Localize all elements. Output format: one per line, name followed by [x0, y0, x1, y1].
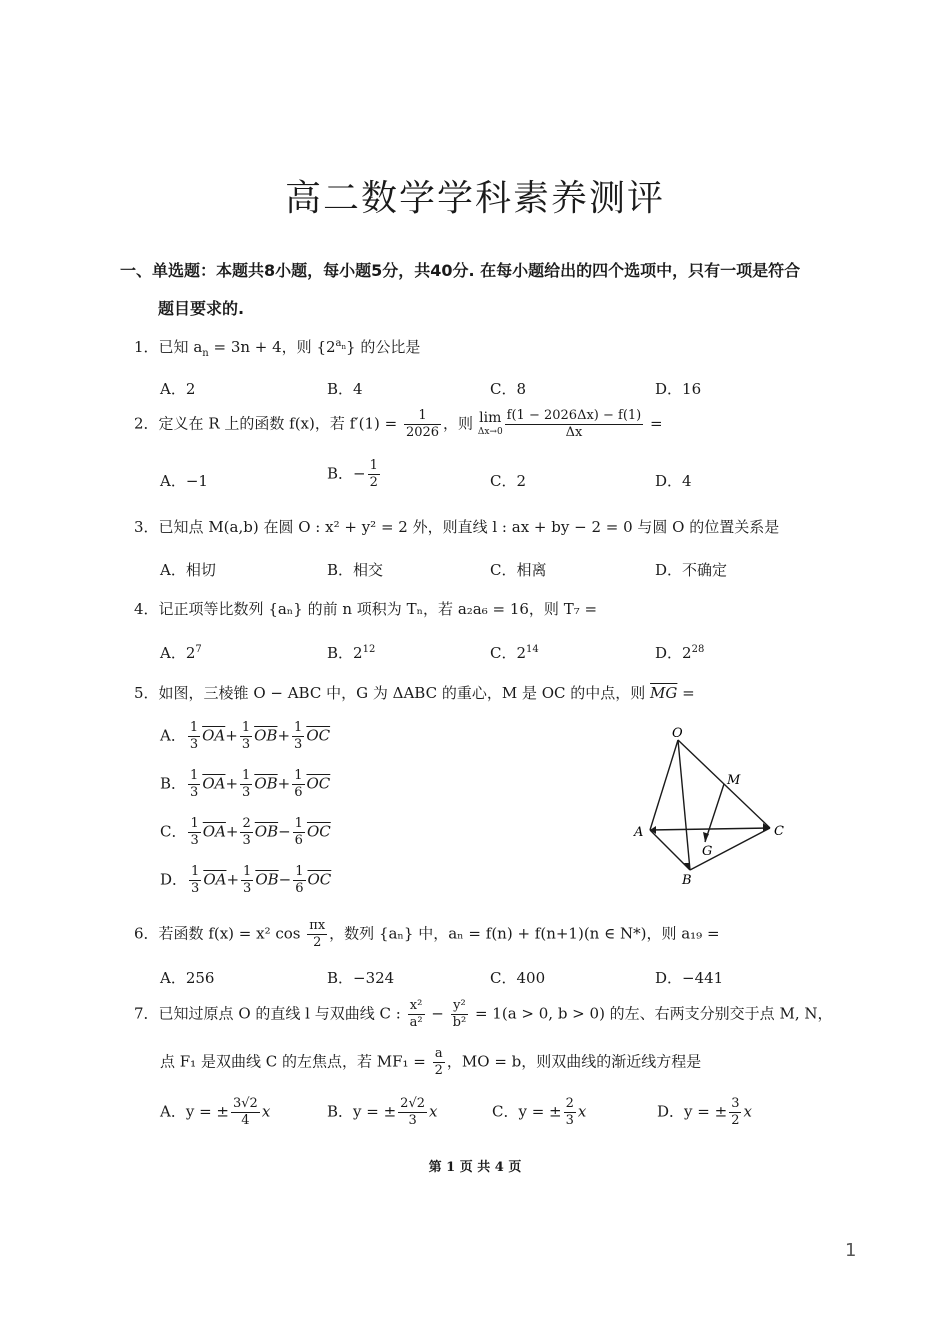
- q7-opt-num: 3: [731, 1096, 740, 1111]
- vector-mg: [705, 784, 724, 842]
- q4-option-b: [327, 642, 375, 663]
- coef-den: 3: [294, 737, 303, 752]
- coef-den: 6: [294, 833, 303, 848]
- q2-lim-den: Δx: [565, 425, 583, 440]
- q7-option-c: [492, 1096, 586, 1129]
- vector: $\overline{OC}$: [306, 774, 331, 793]
- q3-option-d: D．不确定: [655, 561, 728, 579]
- question-number: 2．: [134, 414, 159, 433]
- q7-opt-den: 3: [408, 1113, 417, 1128]
- label-b: B: [682, 873, 692, 888]
- q6-text: 若函数 f(x) = x² cos: [158, 924, 306, 943]
- coef-den: 6: [295, 881, 304, 896]
- q7-line2-post: ，MO = b，则双曲线的渐近线方程是: [446, 1052, 702, 1071]
- q5-option-d: [160, 864, 331, 897]
- q2-frac-den: 2026: [405, 425, 440, 440]
- vector: $\overline{OC}$: [306, 726, 331, 745]
- label-c: C: [774, 824, 784, 839]
- q4-opt-label: C．2: [490, 644, 527, 662]
- coef-den: 3: [189, 737, 199, 752]
- section-heading-cont: 题目要求的.: [158, 299, 245, 318]
- coef-den: 3: [243, 881, 252, 896]
- q6-option-a: A．256: [160, 969, 215, 987]
- q7-opt-label: C．y = ±: [492, 1102, 562, 1121]
- vector: $\overline{OB}$: [254, 726, 278, 745]
- coef: 1: [294, 816, 303, 831]
- coef-den: 3: [242, 785, 251, 800]
- q2-opt-b-label: B．−: [327, 464, 366, 483]
- q2-opt-b-num: 1: [369, 458, 378, 473]
- sign: +: [225, 726, 238, 745]
- edge-ab: [650, 830, 690, 870]
- sign: +: [277, 774, 291, 793]
- vector: $\overline{OB}$: [254, 774, 278, 793]
- q7-opt-den: 4: [241, 1113, 250, 1128]
- q3-option-a: A．相切: [160, 561, 216, 579]
- q4-opt-label: B．2: [327, 644, 363, 662]
- coef-den: 3: [191, 881, 200, 896]
- vector: $\overline{OC}$: [306, 822, 331, 841]
- q7-f1-num: x²: [408, 998, 425, 1015]
- q7-line2-text: 点 F₁ 是双曲线 C 的左焦点，若 MF₁ =: [160, 1052, 431, 1071]
- coef: 1: [294, 720, 303, 735]
- question-number: 4．: [134, 600, 159, 618]
- lim-word: lim: [479, 409, 502, 426]
- q6-option-d: D．−441: [655, 969, 724, 987]
- q6-frac-den: 2: [313, 935, 322, 950]
- sign: −: [278, 870, 292, 889]
- sign: +: [226, 870, 240, 889]
- q7-opt-label: D．y = ±: [657, 1102, 728, 1121]
- q7-opt-x: x: [743, 1102, 752, 1121]
- coef: 1: [242, 768, 251, 783]
- q1-option-a: A．2: [160, 380, 196, 398]
- q7-opt-x: x: [429, 1102, 438, 1121]
- q7-option-d: [657, 1096, 752, 1129]
- coef: 1: [191, 864, 200, 879]
- coef-den: 3: [190, 833, 199, 848]
- sign: −: [278, 822, 291, 841]
- q3-text: 已知点 M(a,b) 在圆 O : x² + y² = 2 外，则直线 l : ax + by − 2 = 0 与圆 O 的位置关系是: [158, 518, 780, 536]
- q6-text-post: ，数列 {aₙ} 中，aₙ = f(n) + f(n+1)(n ∈ N*)，则 a₁₉ =: [329, 924, 720, 943]
- q1-sup-sub: n: [341, 343, 347, 351]
- vector: $\overline{OC}$: [307, 870, 332, 889]
- q7-line2-den: 2: [434, 1063, 443, 1078]
- q7-text: 已知过原点 O 的直线 l 与双曲线 C :: [158, 1004, 406, 1023]
- q2-post: =: [645, 414, 663, 433]
- q7-text-post: = 1(a > 0, b > 0) 的左、右两支分别交于点 M, N，: [470, 1004, 833, 1023]
- q5-text: 如图，三棱锥 O − ABC 中，G 为 ΔABC 的重心，M 是 OC 的中点，则: [158, 684, 651, 702]
- q3-option-c: C．相离: [490, 561, 547, 579]
- q5-option-b: [160, 768, 330, 801]
- question-number: 7．: [134, 1004, 159, 1023]
- label-a: A: [634, 825, 644, 840]
- q5-opt-label: A．: [160, 726, 186, 745]
- question-number: 5．: [134, 684, 159, 702]
- coef: 2: [242, 816, 251, 831]
- edge-ob: [678, 740, 690, 870]
- q2-limit: [478, 411, 503, 439]
- q7-f2-num: y²: [451, 998, 469, 1015]
- question-7: [134, 998, 832, 1031]
- question-6: [134, 918, 720, 951]
- q5-text-post: =: [677, 684, 695, 702]
- question-number: 6．: [134, 924, 159, 943]
- q2-mid: ，则: [443, 414, 478, 433]
- q4-opt-exp: 7: [195, 644, 202, 655]
- q5-opt-label: B．: [160, 774, 187, 793]
- q4-option-d: [655, 642, 704, 663]
- q2-option-c: C．2: [490, 472, 527, 490]
- coef-den: 3: [242, 833, 251, 848]
- q1-sup: a: [335, 338, 342, 349]
- q7-opt-num: 3√2: [232, 1096, 258, 1111]
- q4-option-a: [160, 642, 202, 663]
- coef-den: 3: [190, 785, 199, 800]
- q4-opt-exp: 28: [691, 644, 705, 655]
- q6-option-b: B．−324: [327, 969, 395, 987]
- vector: $\overline{OA}$: [202, 822, 226, 841]
- q4-text: 记正项等比数列 {aₙ} 的前 n 项积为 Tₙ，若 a₂a₆ = 16，则 T₇ =: [158, 600, 598, 618]
- q7-opt-num: 2: [565, 1096, 574, 1111]
- section-heading: 一、单选题：本题共8小题，每小题5分，共40分. 在每小题给出的四个选项中，只有一项是符合: [120, 261, 801, 280]
- q1-text3: } 的公比是: [346, 338, 421, 356]
- label-m: M: [727, 773, 741, 788]
- q7-f1-den: a²: [409, 1015, 423, 1030]
- question-3: [134, 516, 779, 537]
- coef: 1: [189, 720, 199, 735]
- coef-den: 3: [241, 737, 251, 752]
- q4-opt-exp: 14: [526, 644, 539, 655]
- q7-opt-den: 3: [565, 1113, 574, 1128]
- coef: 1: [241, 720, 251, 735]
- question-number: 3．: [134, 518, 159, 536]
- q2-opt-b-den: 2: [369, 475, 378, 490]
- q2-frac-num: 1: [404, 408, 441, 425]
- q2-text: 定义在 R 上的函数 f(x)，若 f′(1) =: [158, 414, 402, 433]
- page-title: 高二数学学科素养测评: [284, 178, 665, 219]
- q4-option-c: [490, 642, 539, 663]
- coef-den: 6: [294, 785, 303, 800]
- q7-f2-den: b²: [452, 1015, 467, 1030]
- q2-option-d: D．4: [655, 472, 692, 490]
- q7-line2-num: a: [433, 1046, 445, 1063]
- coef: 1: [294, 768, 303, 783]
- vector: $\overline{OA}$: [202, 726, 226, 745]
- q5-option-a: [160, 720, 330, 753]
- label-g: G: [702, 844, 713, 859]
- q1-option-d: D．16: [655, 380, 702, 398]
- q7-opt-label: B．y = ±: [327, 1102, 397, 1121]
- q4-opt-exp: 12: [362, 644, 376, 655]
- q7-opt-x: x: [577, 1102, 587, 1121]
- q6-option-c: C．400: [490, 969, 546, 987]
- vector: $\overline{OA}$: [203, 870, 227, 889]
- q2-limit-fraction: [505, 408, 644, 441]
- q5-option-c: [160, 816, 331, 849]
- q2-lim-num: f(1 − 2026Δx) − f(1): [506, 408, 642, 423]
- q4-opt-label: D．2: [655, 644, 692, 662]
- q5-vector-mg: $\overline{MG}$: [650, 684, 678, 702]
- q7-opt-label: A．y = ±: [160, 1102, 229, 1121]
- page-number: 1: [845, 1240, 857, 1261]
- q2-option-b: [327, 458, 382, 491]
- lim-sub: Δx→0: [477, 426, 503, 437]
- q5-opt-label: C．: [160, 822, 187, 841]
- q7-minus: −: [426, 1004, 449, 1023]
- question-number: 1．: [134, 338, 159, 356]
- q1-option-c: C．8: [490, 380, 527, 398]
- coef: 1: [295, 864, 304, 879]
- sign: +: [225, 774, 239, 793]
- q1-subscript: n: [202, 348, 209, 359]
- q7-opt-den: 2: [731, 1113, 740, 1128]
- q5-opt-label: D．: [160, 870, 188, 889]
- question-1: [134, 336, 420, 359]
- q1-text2: = 3n + 4，则 {2: [208, 338, 336, 356]
- q7-option-a: [160, 1096, 270, 1129]
- q3-option-b: B．相交: [327, 561, 384, 579]
- pyramid-figure: [620, 722, 800, 892]
- q2-option-a: A．−1: [160, 472, 208, 490]
- coef: 1: [190, 768, 199, 783]
- q6-frac-num: πx: [309, 918, 326, 933]
- vector: $\overline{OB}$: [255, 870, 279, 889]
- question-2: [134, 408, 663, 441]
- q1-text: 已知 a: [158, 338, 203, 356]
- question-7-line2: [160, 1046, 701, 1079]
- page-footer: 第 1 页 共 4 页: [428, 1160, 522, 1175]
- q7-opt-num: 2√2: [400, 1096, 425, 1111]
- coef: 1: [243, 864, 252, 879]
- vector: $\overline{OA}$: [202, 774, 226, 793]
- sign: +: [277, 726, 291, 745]
- q7-option-b: [327, 1096, 437, 1129]
- sign: +: [225, 822, 239, 841]
- question-5: [134, 682, 695, 703]
- q2-fraction: [404, 408, 441, 441]
- vector: $\overline{OB}$: [254, 822, 279, 841]
- q4-opt-label: A．2: [160, 644, 196, 662]
- edge-oa: [650, 740, 678, 830]
- q1-option-b: B．4: [327, 380, 363, 398]
- label-o: O: [672, 726, 683, 741]
- coef: 1: [190, 816, 199, 831]
- q7-opt-x: x: [261, 1102, 271, 1121]
- question-4: [134, 598, 597, 619]
